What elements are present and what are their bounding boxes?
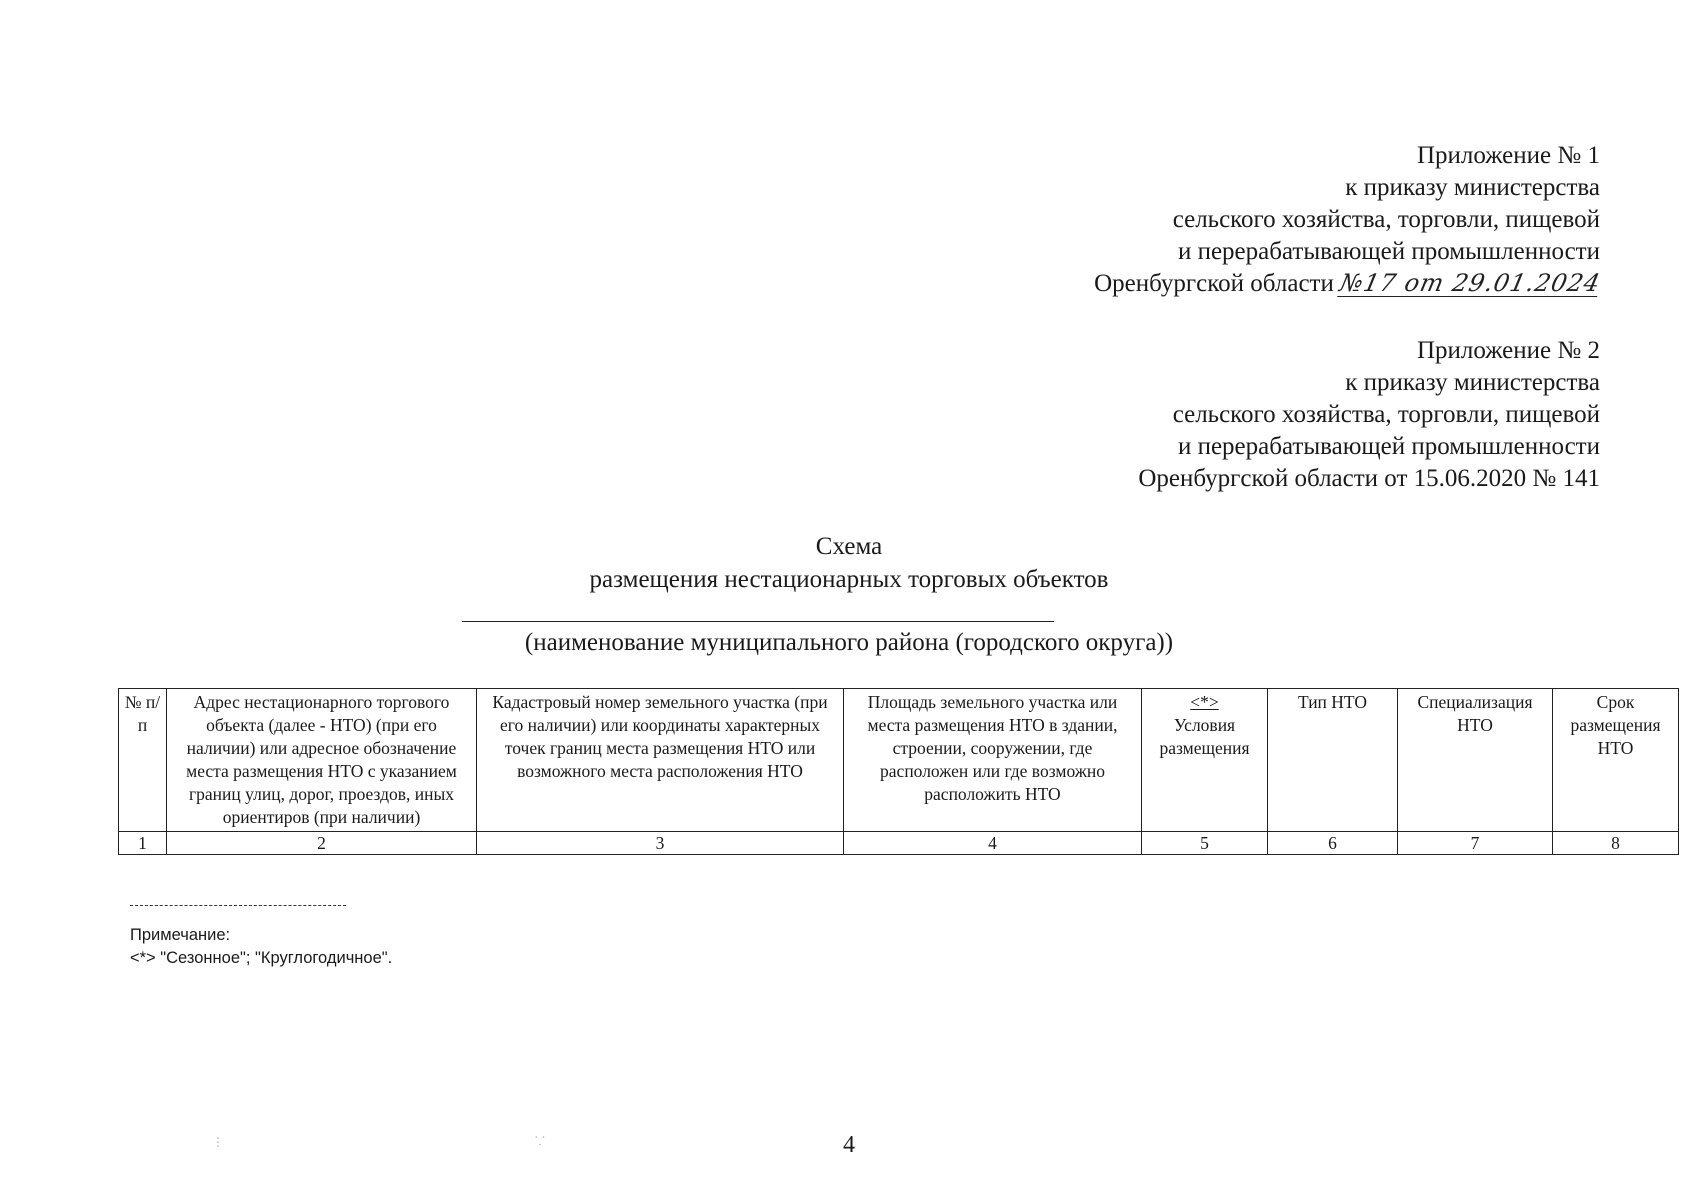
nto-placement-table	[118, 688, 1679, 855]
column-number-cell: 6	[1268, 832, 1398, 855]
column-number-cell: 2	[167, 832, 477, 855]
footnote	[130, 924, 392, 970]
header-cell-cadastral: Кадастровый номер земельного участка (при его наличии) или координаты характерных точек границ места размещения НТО или возможного места расположения НТО	[477, 689, 844, 832]
document-title	[0, 530, 1698, 596]
appendix-1-line: к приказу министерства	[1345, 174, 1600, 201]
appendix-1-line: Приложение № 1	[1416, 142, 1600, 169]
header-cell-number: № п/п	[119, 689, 167, 832]
scan-artifact-speck: ⸪	[535, 1134, 545, 1148]
scan-artifact-speck: ⋮	[212, 1135, 224, 1149]
appendix-2-line: и перерабатывающей промышленности	[1177, 433, 1600, 460]
header-cell-conditions-label: Условия размещения	[1159, 715, 1250, 758]
appendix-1-header	[1094, 140, 1604, 300]
appendix-2-header	[1138, 335, 1600, 495]
appendix-2-line: к приказу министерства	[1345, 369, 1600, 396]
header-cell-conditions	[1142, 689, 1268, 832]
title-line-2: размещения нестационарных торговых объектов	[589, 566, 1109, 593]
appendix-1-line: и перерабатывающей промышленности	[1177, 238, 1600, 265]
footnote-text: <*> "Сезонное"; "Круглогодичное".	[130, 949, 393, 967]
footnote-reference-mark: <*>	[1190, 692, 1219, 712]
header-cell-specialization: Специализация НТО	[1398, 689, 1553, 832]
header-cell-area: Площадь земельного участка или места размещения НТО в здании, строении, сооружении, где расположен или где возможно расположить НТО	[844, 689, 1142, 832]
appendix-1-line-region	[1094, 268, 1604, 300]
appendix-2-line: Приложение № 2	[1416, 337, 1600, 364]
handwritten-order-number: №17 от 29.01.2024	[1336, 269, 1604, 297]
appendix-1-line: Оренбургской области	[1094, 270, 1334, 297]
column-number-cell: 1	[119, 832, 167, 855]
header-cell-type: Тип НТО	[1268, 689, 1398, 832]
page-number: 4	[843, 1132, 855, 1158]
appendix-2-line: сельского хозяйства, торговли, пищевой	[1172, 401, 1600, 428]
column-number-cell: 8	[1553, 832, 1679, 855]
column-number-cell: 7	[1398, 832, 1553, 855]
column-number-cell: 5	[1142, 832, 1268, 855]
municipal-name-blank-line	[462, 621, 1054, 622]
footnote-label: Примечание:	[130, 926, 231, 944]
column-number-cell: 4	[844, 832, 1142, 855]
table-header-row	[119, 689, 1679, 832]
title-line-1: Схема	[815, 533, 883, 560]
table-number-row	[119, 832, 1679, 855]
appendix-2-line: Оренбургской области от 15.06.2020 № 141	[1138, 465, 1600, 492]
municipal-name-caption: (наименование муниципального района (городского округа))	[524, 629, 1174, 656]
header-cell-address: Адрес нестационарного торгового объекта (далее - НТО) (при его наличии) или адресное обозначение места размещения НТО с указанием границ улиц, дорог, проездов, иных ориентиров (при наличии)	[167, 689, 477, 832]
appendix-1-line: сельского хозяйства, торговли, пищевой	[1172, 206, 1600, 233]
column-number-cell: 3	[477, 832, 844, 855]
footnote-separator	[130, 905, 346, 906]
header-cell-term: Срок размещения НТО	[1553, 689, 1679, 832]
